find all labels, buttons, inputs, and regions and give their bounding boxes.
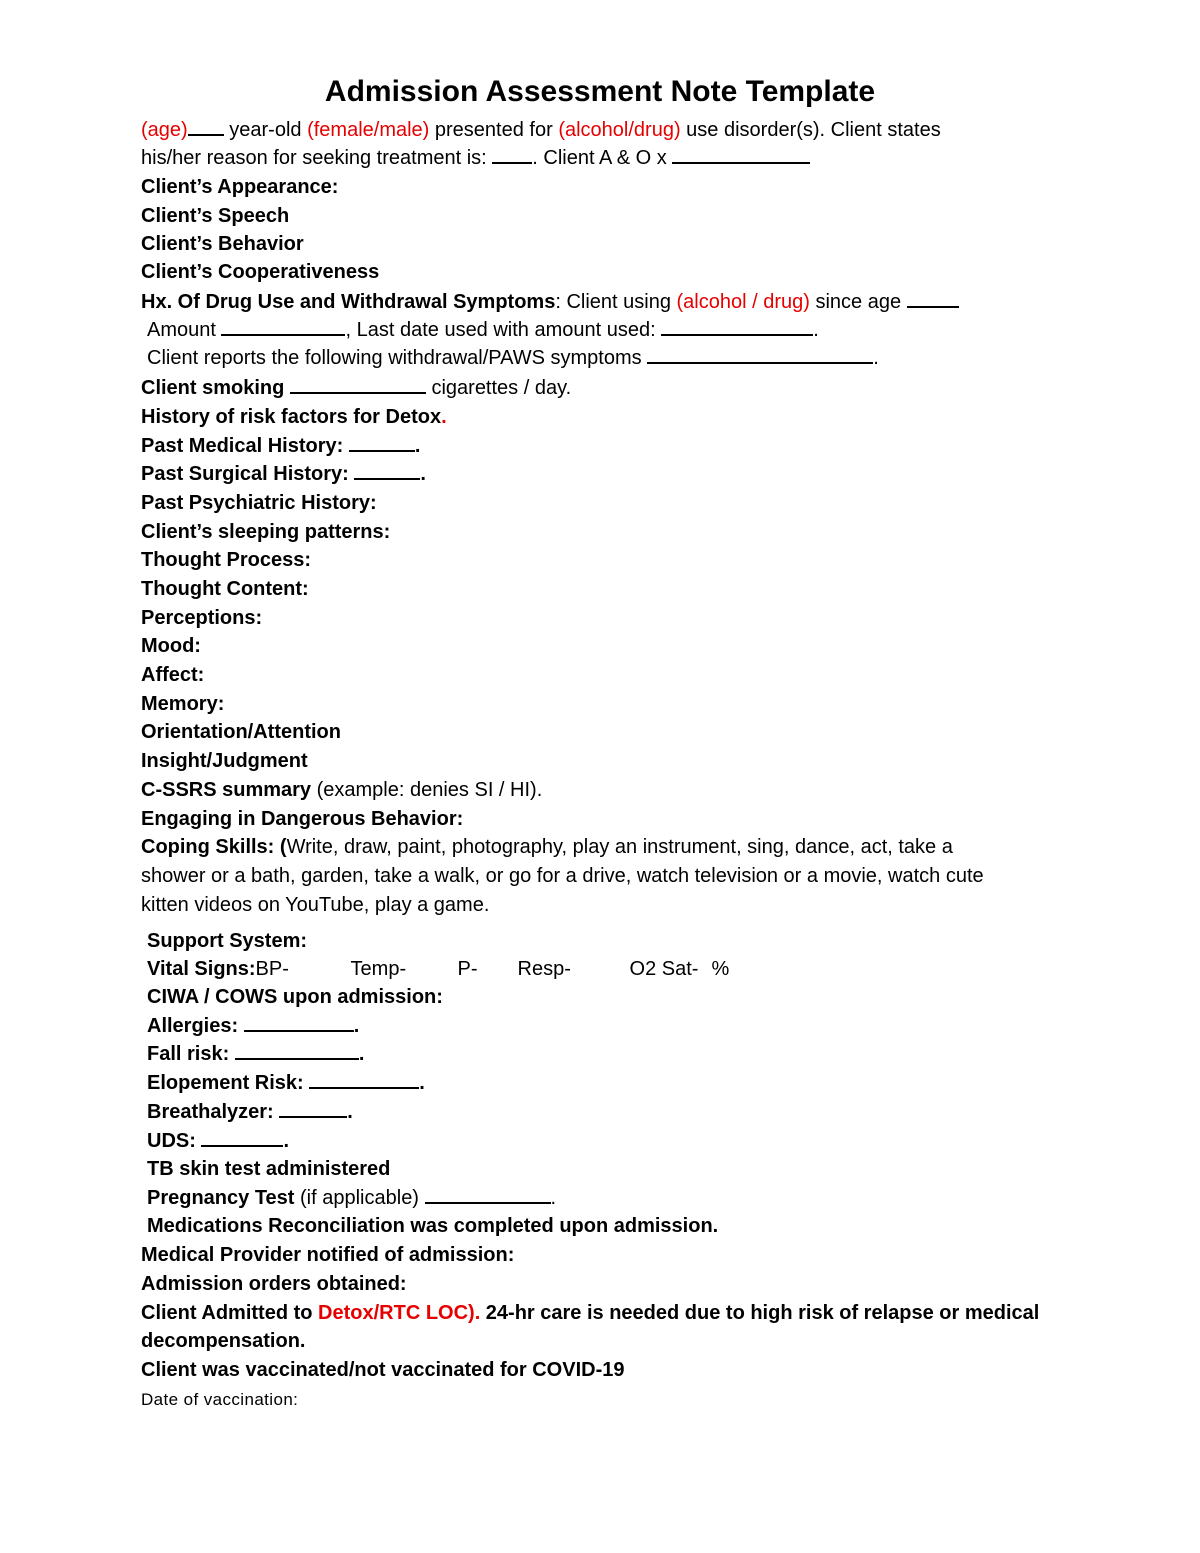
uds-blank xyxy=(201,1127,283,1147)
fall-risk-blank xyxy=(235,1040,359,1060)
o2-percent: % xyxy=(711,958,730,980)
psychiatric-history-label: Past Psychiatric History: xyxy=(141,492,377,514)
smoking-line xyxy=(141,374,571,402)
admitted-line-2: decompensation. xyxy=(141,1330,306,1352)
substance-placeholder: (alcohol/drug) xyxy=(558,119,681,141)
vital-signs-line xyxy=(147,955,729,983)
affect-label: Affect: xyxy=(141,664,205,686)
mood-label: Mood: xyxy=(141,635,201,657)
amount-line xyxy=(147,316,819,344)
allergies-line xyxy=(147,1012,359,1040)
hx-line xyxy=(141,288,959,316)
pregnancy-label: Pregnancy Test xyxy=(147,1187,295,1209)
vaccination-date-label: Date of vaccination: xyxy=(141,1390,299,1409)
age-blank xyxy=(188,116,224,136)
insight-label: Insight/Judgment xyxy=(141,750,308,772)
breathalyzer-label: Breathalyzer: xyxy=(147,1101,280,1123)
surgical-history-label: Past Surgical History: xyxy=(141,463,355,485)
allergies-dot: . xyxy=(353,1015,360,1037)
sleeping-label: Client’s sleeping patterns: xyxy=(141,521,391,543)
year-old-text: year-old xyxy=(223,119,308,141)
breathalyzer-dot: . xyxy=(347,1101,353,1123)
last-date-blank xyxy=(661,316,813,336)
provider-notified-label: Medical Provider notified of admission: xyxy=(141,1244,515,1266)
pregnancy-blank xyxy=(425,1184,551,1204)
coping-line-3: kitten videos on YouTube, play a game. xyxy=(141,894,490,916)
breathalyzer-line xyxy=(147,1098,353,1126)
pregnancy-line xyxy=(147,1184,556,1212)
smoking-suffix: cigarettes / day. xyxy=(425,377,572,399)
dangerous-behavior-label: Engaging in Dangerous Behavior: xyxy=(141,808,464,830)
intro-line-2 xyxy=(141,144,810,172)
risk-factors-dot: . xyxy=(441,406,447,428)
resp-label: Resp- xyxy=(517,958,571,980)
admission-orders-label: Admission orders obtained: xyxy=(141,1273,407,1295)
behavior-label: Client’s Behavior xyxy=(141,233,304,255)
admitted-reason: 24-hr care is needed due to high risk of relapse or medical xyxy=(480,1302,1040,1324)
cssrs-label: C-SSRS summary xyxy=(141,779,312,801)
admitted-text: Client Admitted to xyxy=(141,1302,319,1324)
hx-since-age: since age xyxy=(809,291,907,313)
bp-label: BP- xyxy=(255,958,289,980)
uds-line xyxy=(147,1127,289,1155)
perceptions-label: Perceptions: xyxy=(141,607,263,629)
medical-history-blank xyxy=(349,432,415,452)
vital-signs-label: Vital Signs: xyxy=(147,958,256,980)
thought-process-label: Thought Process: xyxy=(141,549,312,571)
withdrawal-line xyxy=(147,344,879,372)
surgical-history-dot: . xyxy=(420,463,426,485)
cooperativeness-label: Client’s Cooperativeness xyxy=(141,261,380,283)
smoking-blank xyxy=(290,374,426,394)
page-title: Admission Assessment Note Template xyxy=(324,75,876,108)
coping-line-2: shower or a bath, garden, take a walk, or go for a drive, watch television or a movie, watch cute xyxy=(141,865,984,887)
speech-label: Client’s Speech xyxy=(141,205,290,227)
age-placeholder: (age) xyxy=(141,119,188,141)
risk-factors-line xyxy=(141,403,447,431)
pulse-label: P- xyxy=(457,958,478,980)
cssrs-line xyxy=(141,776,542,804)
elopement-line xyxy=(147,1069,425,1097)
vaccinated-label: Client was vaccinated/not vaccinated for COVID-19 xyxy=(141,1359,625,1381)
ciwa-label: CIWA / COWS upon admission: xyxy=(147,986,443,1008)
reason-blank xyxy=(492,144,532,164)
allergies-blank xyxy=(244,1012,354,1032)
withdrawal-text: Client reports the following withdrawal/PAWS symptoms xyxy=(147,347,648,369)
amount-period: . xyxy=(813,319,819,341)
orientation-label: Orientation/Attention xyxy=(141,721,341,743)
allergies-label: Allergies: xyxy=(147,1015,244,1037)
memory-label: Memory: xyxy=(141,693,225,715)
risk-factors-label: History of risk factors for Detox xyxy=(141,406,442,428)
smoking-label: Client smoking xyxy=(141,377,290,399)
withdrawal-period: . xyxy=(873,347,879,369)
cssrs-example: (example: denies SI / HI). xyxy=(311,779,543,801)
surgical-history-line xyxy=(141,460,426,488)
admitted-loc: Detox/RTC LOC). xyxy=(318,1302,481,1324)
pregnancy-dot: . xyxy=(550,1187,557,1209)
elopement-label: Elopement Risk: xyxy=(147,1072,310,1094)
coping-line-1 xyxy=(141,833,953,861)
uds-label: UDS: xyxy=(147,1130,202,1152)
hx-label: Hx. Of Drug Use and Withdrawal Symptoms xyxy=(141,291,556,313)
temp-label: Temp- xyxy=(350,958,407,980)
pregnancy-note: (if applicable) xyxy=(294,1187,425,1209)
since-age-blank xyxy=(907,288,959,308)
withdrawal-blank xyxy=(647,344,873,364)
medical-history-line xyxy=(141,432,420,460)
reason-text: his/her reason for seeking treatment is: xyxy=(141,147,493,169)
uds-dot: . xyxy=(283,1130,290,1152)
medications-label: Medications Reconciliation was completed upon admission. xyxy=(147,1215,719,1237)
use-disorder-text: use disorder(s). Client states xyxy=(680,119,941,141)
amount-blank xyxy=(221,316,345,336)
orientation-text: . Client A & O x xyxy=(532,147,673,169)
medical-history-dot: . xyxy=(414,435,421,457)
thought-content-label: Thought Content: xyxy=(141,578,309,600)
gender-placeholder: (female/male) xyxy=(307,119,430,141)
surgical-history-blank xyxy=(354,460,420,480)
breathalyzer-blank xyxy=(279,1098,347,1118)
o2-sat-label: O2 Sat- xyxy=(629,958,699,980)
elopement-blank xyxy=(309,1069,419,1089)
amount-text: Amount xyxy=(147,319,222,341)
support-system-label: Support System: xyxy=(147,930,308,952)
fall-risk-dot: . xyxy=(358,1043,365,1065)
intro-line-1 xyxy=(141,116,941,144)
coping-label: Coping Skills: ( xyxy=(141,836,287,858)
coping-text-1: Write, draw, paint, photography, play an instrument, sing, dance, act, take a xyxy=(286,836,953,858)
hx-client-using: : Client using xyxy=(555,291,677,313)
elopement-dot: . xyxy=(419,1072,425,1094)
appearance-label: Client’s Appearance: xyxy=(141,176,339,198)
fall-risk-label: Fall risk: xyxy=(147,1043,235,1065)
orientation-blank xyxy=(672,144,810,164)
hx-substance: (alcohol / drug) xyxy=(676,291,810,313)
last-date-text: , Last date used with amount used: xyxy=(345,319,662,341)
admitted-line-1 xyxy=(141,1299,1039,1327)
tb-test-label: TB skin test administered xyxy=(147,1158,391,1180)
presented-for-text: presented for xyxy=(429,119,559,141)
fall-risk-line xyxy=(147,1040,364,1068)
medical-history-label: Past Medical History: xyxy=(141,435,349,457)
